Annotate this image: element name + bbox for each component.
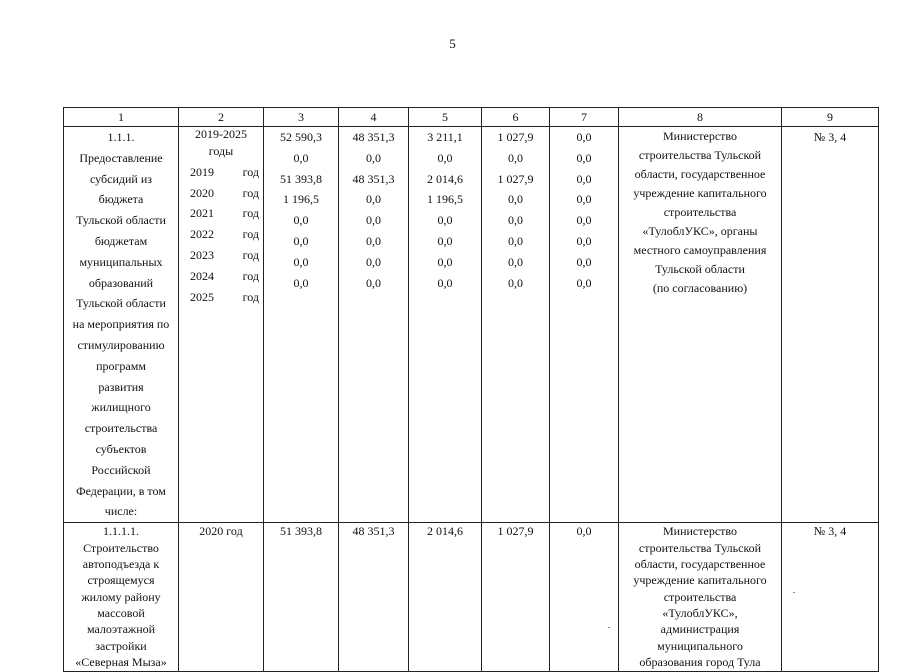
value: 1 027,9 bbox=[497, 130, 534, 144]
value: 0,0 bbox=[508, 275, 523, 290]
column-header: 5 bbox=[409, 108, 482, 127]
activity-name-line: числе: bbox=[104, 504, 138, 519]
year-unit: год bbox=[242, 164, 259, 179]
year-line bbox=[179, 245, 263, 266]
result-cell: № 3, 4 bbox=[782, 523, 879, 672]
executor-line: строительства Тульской bbox=[638, 148, 762, 162]
local-funding-cell bbox=[482, 127, 550, 523]
activity-name-line: Строительство bbox=[83, 540, 159, 555]
federal-funding-cell bbox=[339, 127, 409, 523]
activity-name-line: Тульской области bbox=[76, 296, 166, 311]
value: 0,0 bbox=[437, 150, 453, 165]
value: 0,0 bbox=[437, 275, 453, 290]
activity-name-line: субсидий из bbox=[90, 171, 152, 186]
activity-name-line: на мероприятия по bbox=[72, 317, 170, 332]
budget-table bbox=[63, 107, 879, 672]
activity-name-line: застройки bbox=[95, 638, 147, 653]
value: 0,0 bbox=[293, 213, 309, 228]
year-unit: год bbox=[242, 206, 259, 221]
scan-speck bbox=[793, 592, 795, 593]
activity-name-line: стимулированию bbox=[77, 337, 165, 352]
executor-line: строительства Тульской bbox=[638, 540, 762, 555]
value: 0,0 bbox=[576, 213, 592, 228]
value: 0,0 bbox=[293, 233, 309, 248]
executor-line: «ТулоблУКС», органы bbox=[642, 224, 758, 238]
executor-line: учреждение капитального bbox=[633, 186, 767, 200]
value: 2 014,6 bbox=[427, 171, 463, 186]
year-line bbox=[179, 266, 263, 287]
executor-line: учреждение капитального bbox=[633, 573, 767, 588]
executor-line: (по согласованию) bbox=[652, 281, 748, 295]
year-unit: год bbox=[242, 289, 259, 304]
year-value: 2025 bbox=[190, 289, 214, 304]
period-cell bbox=[179, 127, 264, 523]
value: 0,0 bbox=[576, 130, 592, 144]
activity-name-line: Федерации, в том bbox=[76, 483, 166, 498]
year-unit: год bbox=[242, 247, 259, 262]
page-number: 5 bbox=[449, 36, 456, 51]
value: 3 211,1 bbox=[427, 130, 463, 144]
regional-funding-cell: 2 014,6 bbox=[409, 523, 482, 672]
value: 0,0 bbox=[437, 233, 453, 248]
column-header: 4 bbox=[339, 108, 409, 127]
year-value: 2022 bbox=[190, 227, 214, 242]
value: 0,0 bbox=[366, 254, 381, 269]
activity-name-line: 1.1.1. bbox=[107, 130, 135, 144]
year-unit: год bbox=[242, 268, 259, 283]
value: 0,0 bbox=[437, 254, 453, 269]
value: 0,0 bbox=[508, 150, 523, 165]
activity-name-line: жилому району bbox=[81, 589, 161, 604]
executor-line: Министерство bbox=[663, 129, 737, 143]
executor-line: муниципального bbox=[657, 638, 743, 653]
value: 51 393,8 bbox=[280, 171, 322, 186]
year-value: 2021 bbox=[190, 206, 214, 221]
value: 0,0 bbox=[293, 275, 309, 290]
executor-line: администрация bbox=[660, 622, 740, 637]
value: 0,0 bbox=[366, 233, 381, 248]
activity-name-line: массовой bbox=[97, 606, 145, 621]
executor-line: «ТулоблУКС», bbox=[662, 606, 738, 621]
value: 0,0 bbox=[508, 233, 523, 248]
value: 0,0 bbox=[366, 275, 381, 290]
activity-name-cell bbox=[64, 523, 179, 672]
executor-line: Министерство bbox=[663, 524, 737, 539]
value: 48 351,3 bbox=[352, 171, 395, 186]
value: 1 196,5 bbox=[283, 192, 319, 207]
value: 0,0 bbox=[366, 192, 381, 207]
value: 0,0 bbox=[366, 150, 381, 165]
local-funding-cell: 1 027,9 bbox=[482, 523, 550, 672]
year-value: 2020 bbox=[190, 185, 214, 200]
column-header: 3 bbox=[264, 108, 339, 127]
total-funding-cell: 51 393,8 bbox=[264, 523, 339, 672]
table-row bbox=[64, 523, 879, 672]
activity-name-line: Предоставление bbox=[79, 150, 163, 165]
federal-funding-cell: 48 351,3 bbox=[339, 523, 409, 672]
value: 1 027,9 bbox=[497, 171, 534, 186]
other-funding-cell bbox=[550, 127, 619, 523]
value: 0,0 bbox=[508, 254, 523, 269]
column-header: 6 bbox=[482, 108, 550, 127]
value: 52 590,3 bbox=[280, 130, 322, 144]
column-header: 7 bbox=[550, 108, 619, 127]
value: 0,0 bbox=[366, 213, 381, 228]
activity-name-line: развития bbox=[98, 379, 144, 394]
other-funding-cell: 0,0 bbox=[550, 523, 619, 672]
table-row bbox=[64, 127, 879, 523]
activity-name-line: автоподъезда к bbox=[82, 556, 160, 571]
value: 0,0 bbox=[576, 254, 592, 269]
executor-line: образования город Тула bbox=[639, 655, 761, 670]
year-line bbox=[179, 224, 263, 245]
activity-name-line: бюджетам bbox=[94, 233, 148, 248]
year-line bbox=[179, 203, 263, 224]
activity-name-line: Российской bbox=[91, 462, 151, 477]
activity-name-line: «Северная Мыза» bbox=[75, 655, 167, 670]
value: 0,0 bbox=[576, 171, 592, 186]
value: 0,0 bbox=[293, 254, 309, 269]
value: 1 196,5 bbox=[427, 192, 463, 207]
activity-name-line: субъектов bbox=[95, 441, 147, 456]
year-unit: год bbox=[242, 227, 259, 242]
value: 0,0 bbox=[576, 233, 592, 248]
value: 48 351,3 bbox=[352, 130, 395, 144]
period-unit: годы bbox=[208, 144, 234, 158]
scan-speck bbox=[608, 627, 610, 628]
value: 0,0 bbox=[508, 192, 523, 207]
result-cell: № 3, 4 bbox=[782, 127, 879, 523]
value: 0,0 bbox=[293, 150, 309, 165]
activity-name-line: строящемуся bbox=[87, 573, 155, 588]
value: 0,0 bbox=[576, 275, 592, 290]
column-header: 2 bbox=[179, 108, 264, 127]
activity-name-line: образований bbox=[88, 275, 154, 290]
executor-line: области, государственное bbox=[634, 556, 766, 571]
value: 0,0 bbox=[508, 213, 523, 228]
year-line bbox=[179, 183, 263, 204]
column-header: 8 bbox=[619, 108, 782, 127]
column-header: 1 bbox=[64, 108, 179, 127]
year-unit: год bbox=[242, 185, 259, 200]
year-line bbox=[179, 162, 263, 183]
activity-name-line: малоэтажной bbox=[86, 622, 156, 637]
table-header-row bbox=[64, 108, 879, 127]
executor-line: области, государственное bbox=[634, 167, 766, 181]
column-header: 9 bbox=[782, 108, 879, 127]
value: 0,0 bbox=[437, 213, 453, 228]
year-value: 2024 bbox=[190, 268, 214, 283]
period-range: 2019-2025 bbox=[195, 127, 247, 141]
executor-cell bbox=[619, 127, 782, 523]
executor-line: Тульской области bbox=[655, 262, 745, 276]
activity-name-line: муниципальных bbox=[79, 254, 163, 269]
regional-funding-cell bbox=[409, 127, 482, 523]
executor-line: строительства bbox=[663, 589, 737, 604]
activity-name-line: жилищного bbox=[91, 400, 151, 415]
executor-cell bbox=[619, 523, 782, 672]
year-value: 2023 bbox=[190, 247, 214, 262]
year-line bbox=[179, 287, 263, 308]
activity-name-line: бюджета bbox=[98, 192, 144, 207]
activity-name-cell bbox=[64, 127, 179, 523]
total-funding-cell bbox=[264, 127, 339, 523]
activity-name-line: программ bbox=[96, 358, 146, 373]
period-cell: 2020 год bbox=[179, 523, 264, 672]
value: 0,0 bbox=[576, 192, 592, 207]
activity-name-line: Тульской области bbox=[76, 213, 166, 228]
activity-name-line: 1.1.1.1. bbox=[103, 524, 139, 539]
year-value: 2019 bbox=[190, 164, 214, 179]
executor-line: строительства bbox=[663, 205, 737, 219]
activity-name-line: строительства bbox=[84, 421, 158, 436]
executor-line: местного самоуправления bbox=[633, 243, 767, 257]
value: 0,0 bbox=[576, 150, 592, 165]
